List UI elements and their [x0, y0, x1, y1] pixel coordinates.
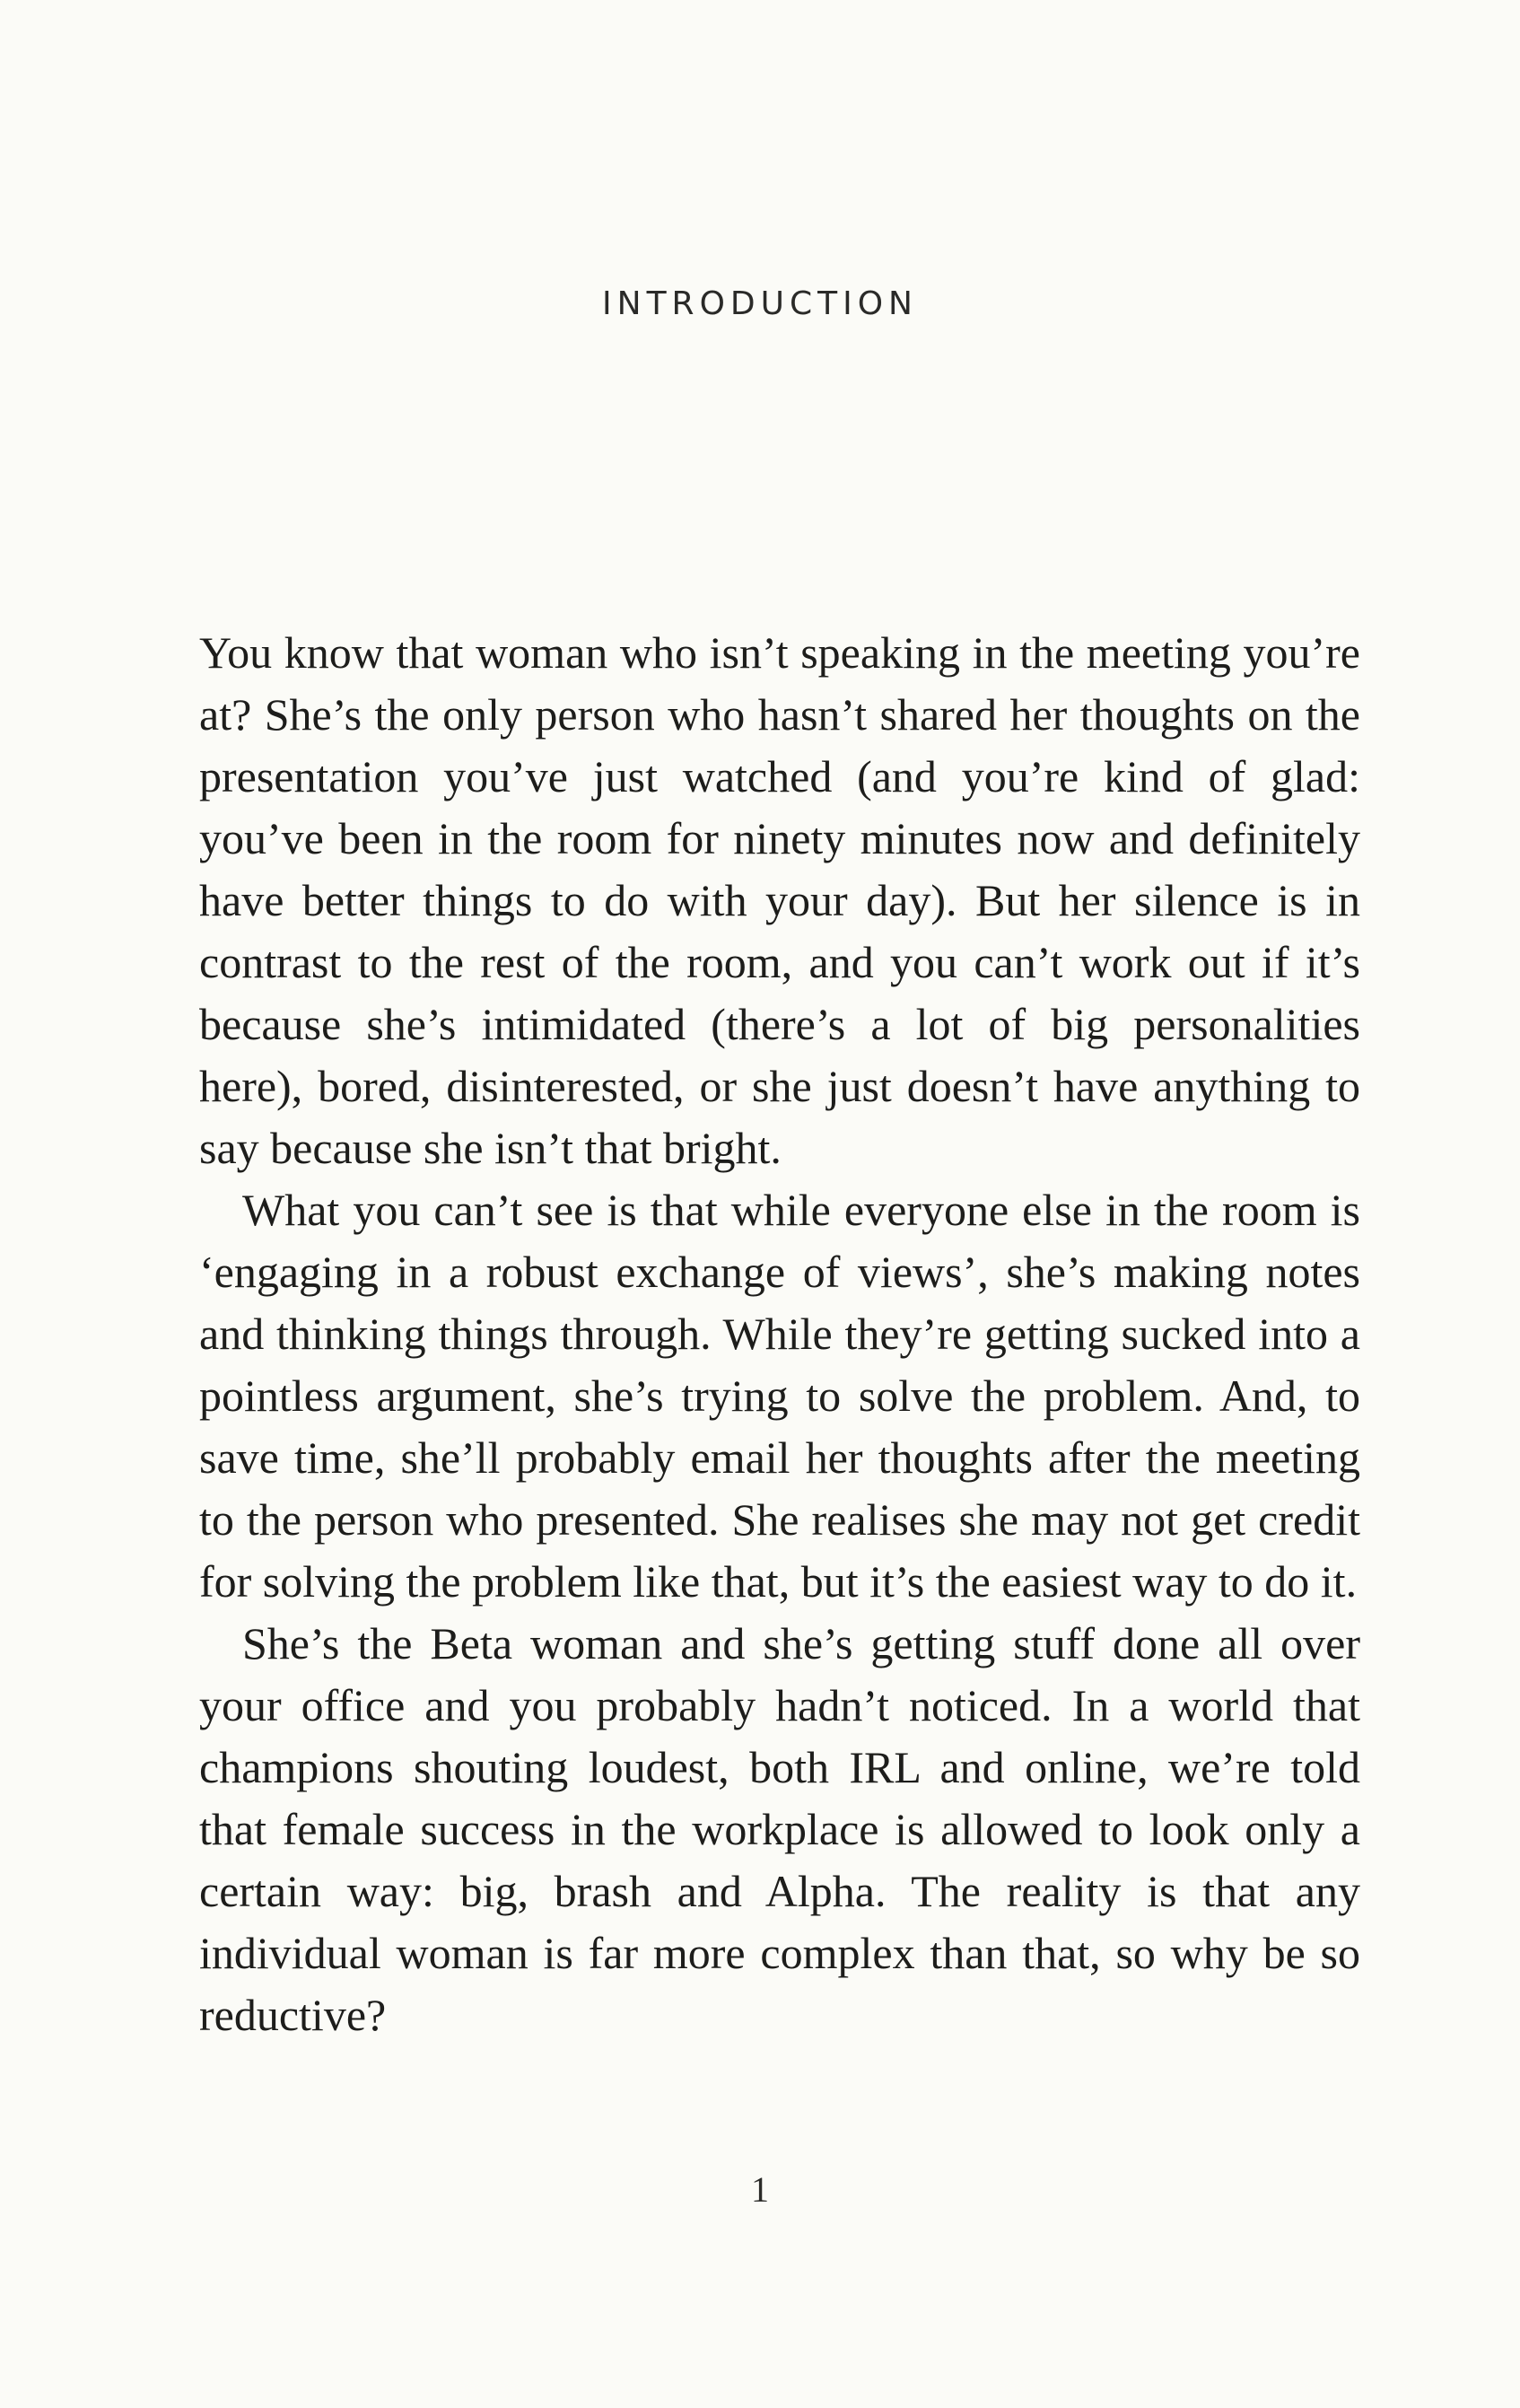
- paragraph-2: What you can’t see is that while everyone else in the room is ‘engaging in a robust exchange of views’, she’s making notes and thinking things through. While they’re getting sucked into a pointless argument, she’s trying to solve the problem. And, to save time, she’ll probably email her thoughts after the meeting to the person who presented. She realises she may not get credit for solving the problem like that, but it’s the easiest way to do it.: [199, 1185, 1360, 1607]
- paragraph-3: She’s the Beta woman and she’s getting stuff done all over your office and you probably hadn’t noticed. In a world that champions shouting loudest, both IRL and online, we’re told that female success in the workplace is allowed to look only a certain way: big, brash and Alpha. The reality is that any individual woman is far more complex than that, so why be so reductive?: [199, 1618, 1360, 2040]
- paragraph-1: You know that woman who isn’t speaking in the meeting you’re at? She’s the only person who hasn’t shared her thoughts on the presentation you’ve just watched (and you’re kind of glad: you’ve been in the room for ninety minutes now and definitely have better things to do with your day). But her silence is in contrast to the rest of the room, and you can’t work out if it’s because she’s intimidated (there’s a lot of big personalities here), bored, disinterested, or she just doesn’t have anything to say because she isn’t that bright.: [199, 627, 1360, 1173]
- page-number: 1: [751, 2169, 769, 2210]
- body-text: [199, 622, 1360, 2046]
- chapter-heading: INTRODUCTION: [602, 285, 918, 323]
